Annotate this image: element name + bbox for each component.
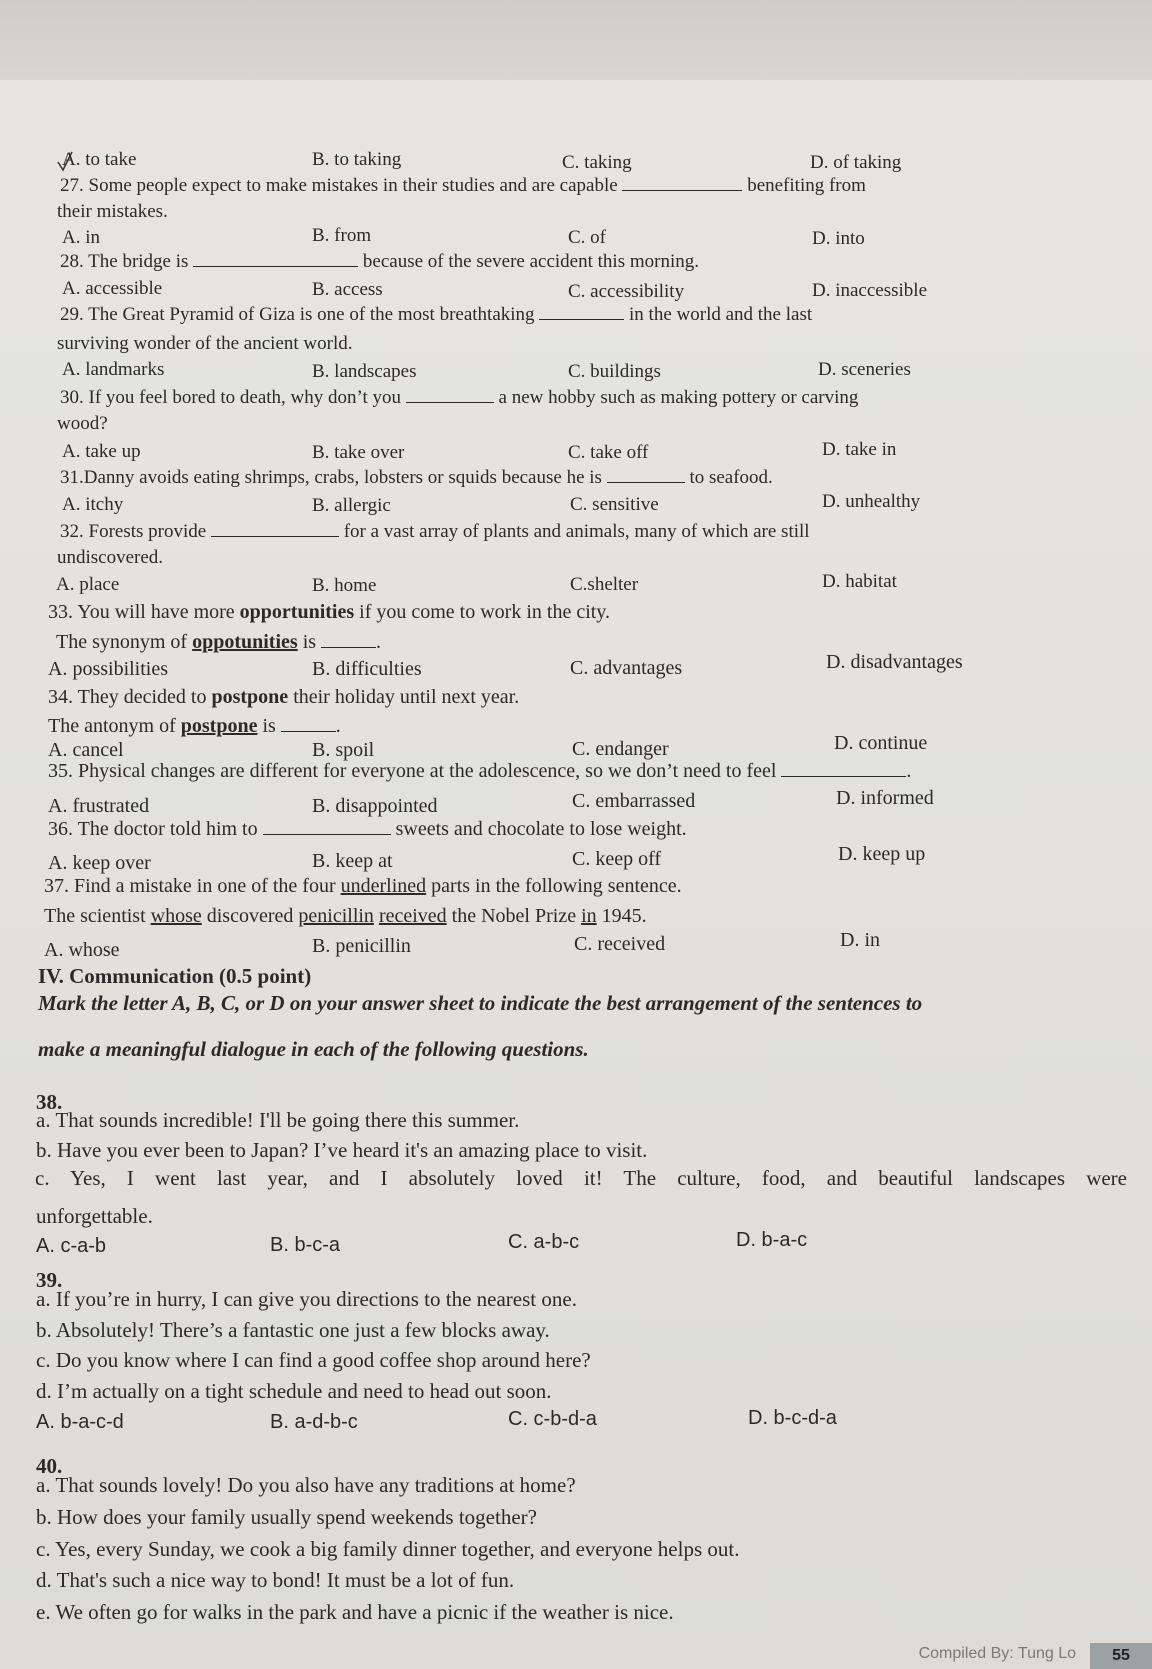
q40-number: 40. [36, 1454, 63, 1478]
footer-credit: Compiled By: Tung Lo [918, 1645, 1076, 1662]
q40-line-b: b. How does your family usually spend weekends together? [36, 1505, 537, 1529]
q30-option-a[interactable]: A. take up [62, 441, 141, 462]
q39-number: 39. [36, 1268, 63, 1292]
q29-blank [539, 303, 624, 320]
q38-option-b[interactable]: B. b-c-a [270, 1234, 341, 1256]
q29-option-b[interactable]: B. landscapes [312, 361, 417, 382]
q32-stem-line2: undiscovered. [57, 547, 164, 568]
q34-option-a[interactable]: A. cancel [48, 739, 124, 761]
q38-option-c[interactable]: C. a-b-c [508, 1231, 580, 1253]
q32-stem: 32. Forests provide for a vast array of plants and animals, many of which are still [60, 521, 810, 542]
q28-option-a[interactable]: A. accessible [62, 278, 163, 299]
q39-line-a: a. If you’re in hurry, I can give you directions to the nearest one. [36, 1287, 577, 1311]
q36-option-a[interactable]: A. keep over [48, 852, 151, 874]
q27-option-c[interactable]: C. of [568, 227, 606, 248]
q27-stem-line2: their mistakes. [57, 201, 168, 222]
q27-option-d[interactable]: D. into [812, 228, 865, 249]
q38-option-a[interactable]: A. c-a-b [36, 1235, 107, 1257]
section-instructions-line2: make a meaningful dialogue in each of the following questions. [38, 1037, 589, 1061]
q30-blank [406, 386, 494, 403]
q31-stem: 31.Danny avoids eating shrimps, crabs, lobsters or squids because he is to seafood. [60, 467, 773, 488]
q40-line-e: e. We often go for walks in the park and have a picnic if the weather is nice. [36, 1600, 674, 1624]
q39-line-c: c. Do you know where I can find a good coffee shop around here? [36, 1348, 591, 1372]
q35-option-c[interactable]: C. embarrassed [572, 790, 696, 812]
page-top-shadow [0, 0, 1152, 80]
q29-stem: 29. The Great Pyramid of Giza is one of the most breathtaking in the world and the last [60, 304, 813, 325]
q30-stem: 30. If you feel bored to death, why don’t you a new hobby such as making pottery or carving [60, 387, 859, 408]
q28-option-c[interactable]: C. accessibility [568, 281, 685, 302]
q35-stem: 35. Physical changes are different for everyone at the adolescence, so we don’t need to feel . [48, 760, 912, 782]
q26-option-a[interactable]: A. to take [62, 149, 137, 170]
q33-option-a[interactable]: A. possibilities [48, 658, 169, 680]
q26-option-b[interactable]: B. to taking [312, 149, 402, 170]
q40-line-d: d. That's such a nice way to bond! It must be a lot of fun. [36, 1568, 515, 1592]
q28-option-d[interactable]: D. inaccessible [812, 280, 928, 301]
q30-option-b[interactable]: B. take over [312, 442, 405, 463]
q26-option-c[interactable]: C. taking [562, 152, 632, 173]
q36-option-b[interactable]: B. keep at [312, 850, 393, 872]
q38-line-c: c. Yes, I went last year, and I absolutely loved it! The culture, food, and beautiful landscapes were [35, 1166, 1127, 1190]
q34-stem: 34. They decided to postpone their holiday until next year. [48, 686, 520, 708]
q36-option-c[interactable]: C. keep off [572, 848, 662, 870]
page-number: 55 [1090, 1643, 1152, 1669]
q40-line-c: c. Yes, every Sunday, we cook a big family dinner together, and everyone helps out. [36, 1537, 740, 1561]
q33-option-d[interactable]: D. disadvantages [826, 651, 963, 673]
q38-line-a: a. That sounds incredible! I'll be going there this summer. [36, 1108, 520, 1132]
q34-option-d[interactable]: D. continue [834, 732, 928, 754]
q35-blank [781, 760, 906, 777]
q31-blank [607, 466, 685, 483]
q32-option-b[interactable]: B. home [312, 575, 377, 596]
q37-stem: 37. Find a mistake in one of the four underlined parts in the following sentence. [44, 875, 682, 897]
q37-option-a[interactable]: A. whose [44, 939, 120, 961]
q30-stem-line2: wood? [57, 413, 108, 434]
q39-option-c[interactable]: C. c-b-d-a [508, 1408, 597, 1430]
q28-stem: 28. The bridge is because of the severe accident this morning. [60, 251, 699, 272]
q34-antonym-prompt: The antonym of postpone is . [48, 715, 341, 737]
q35-option-a[interactable]: A. frustrated [48, 795, 150, 817]
q32-option-c[interactable]: C.shelter [570, 574, 639, 595]
q32-option-d[interactable]: D. habitat [822, 571, 897, 592]
q32-option-a[interactable]: A. place [56, 574, 120, 595]
q39-line-b: b. Absolutely! There’s a fantastic one just a few blocks away. [36, 1318, 550, 1342]
q31-option-b[interactable]: B. allergic [312, 495, 391, 516]
q38-number: 38. [36, 1090, 63, 1114]
q37-option-b[interactable]: B. penicillin [312, 935, 411, 957]
q27-option-a[interactable]: A. in [62, 227, 100, 248]
q27-stem: 27. Some people expect to make mistakes in their studies and are capable benefiting from [60, 175, 866, 196]
q31-option-c[interactable]: C. sensitive [570, 494, 659, 515]
q29-stem-line2: surviving wonder of the ancient world. [57, 333, 353, 354]
q36-option-d[interactable]: D. keep up [838, 843, 926, 865]
q35-option-d[interactable]: D. informed [836, 787, 934, 809]
q31-option-d[interactable]: D. unhealthy [822, 491, 921, 512]
q37-sentence: The scientist whose discovered penicillin received the Nobel Prize in 1945. [44, 905, 647, 927]
q34-blank [281, 715, 336, 732]
q30-option-d[interactable]: D. take in [822, 439, 897, 460]
q36-stem: 36. The doctor told him to sweets and chocolate to lose weight. [48, 818, 687, 840]
q37-option-d[interactable]: D. in [840, 929, 880, 951]
q28-blank [193, 250, 358, 267]
q38-line-c-cont: unforgettable. [36, 1204, 153, 1228]
q39-line-d: d. I’m actually on a tight schedule and need to head out soon. [36, 1379, 552, 1403]
q39-option-d[interactable]: D. b-c-d-a [748, 1407, 837, 1429]
q33-option-b[interactable]: B. difficulties [312, 658, 422, 680]
q35-option-b[interactable]: B. disappointed [312, 795, 438, 817]
q40-line-a: a. That sounds lovely! Do you also have any traditions at home? [36, 1473, 576, 1497]
q36-blank [263, 818, 391, 835]
q33-option-c[interactable]: C. advantages [570, 657, 683, 679]
q39-option-a[interactable]: A. b-a-c-d [36, 1411, 124, 1433]
q37-option-c[interactable]: C. received [574, 933, 666, 955]
q32-blank [211, 520, 339, 537]
q29-option-c[interactable]: C. buildings [568, 361, 661, 382]
q29-option-d[interactable]: D. sceneries [818, 359, 911, 380]
q27-option-b[interactable]: B. from [312, 225, 372, 246]
q34-option-b[interactable]: B. spoil [312, 739, 375, 761]
q33-synonym-prompt: The synonym of oppotunities is . [56, 631, 382, 653]
q33-stem: 33. You will have more opportunities if you come to work in the city. [48, 601, 611, 623]
q28-option-b[interactable]: B. access [312, 279, 383, 300]
section-instructions-line1: Mark the letter A, B, C, or D on your answer sheet to indicate the best arrangement of the sentences to [38, 991, 923, 1015]
q38-line-b: b. Have you ever been to Japan? I’ve heard it's an amazing place to visit. [36, 1138, 648, 1162]
q39-option-b[interactable]: B. a-d-b-c [270, 1411, 358, 1433]
q27-blank [622, 174, 742, 191]
q29-option-a[interactable]: A. landmarks [62, 359, 165, 380]
q38-option-d[interactable]: D. b-a-c [736, 1229, 808, 1251]
q30-option-c[interactable]: C. take off [568, 442, 649, 463]
q34-option-c[interactable]: C. endanger [572, 738, 669, 760]
section-heading: IV. Communication (0.5 point) [38, 964, 312, 988]
q26-option-d[interactable]: D. of taking [810, 152, 902, 173]
q31-option-a[interactable]: A. itchy [62, 494, 124, 515]
q33-blank [321, 631, 376, 648]
